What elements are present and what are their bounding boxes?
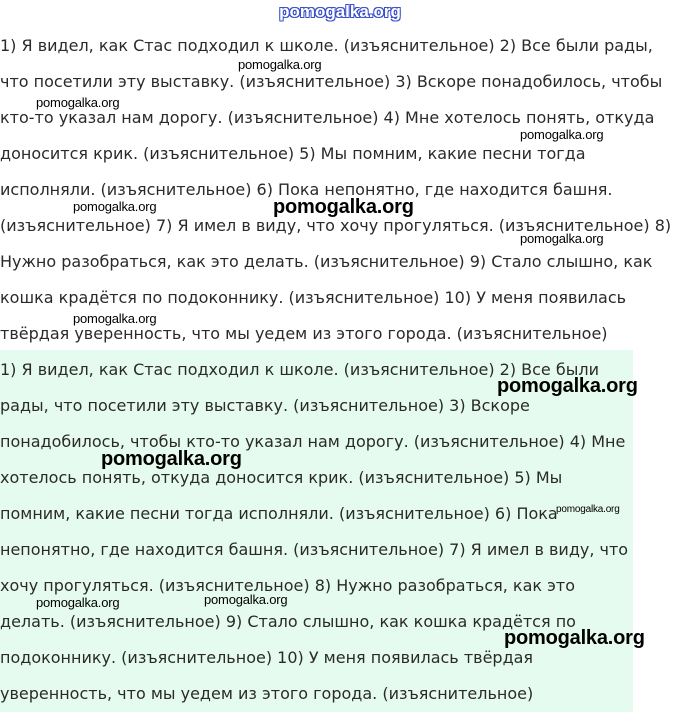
- watermark: pomogalka.org: [73, 199, 157, 214]
- watermark: pomogalka.org: [520, 231, 604, 246]
- watermark: pomogalka.org: [36, 595, 120, 610]
- watermark: pomogalka.org: [36, 95, 120, 110]
- watermark: pomogalka.org: [556, 504, 620, 515]
- watermark: pomogalka.org: [101, 448, 242, 470]
- watermark: pomogalka.org: [238, 57, 322, 72]
- watermark: pomogalka.org: [520, 127, 604, 142]
- watermark: pomogalka.org: [73, 311, 157, 326]
- watermark: pomogalka.org: [497, 375, 638, 397]
- question-text: 1) Я видел, как Стас подходил к школе. (изъяснительное) 2) Все были рады, что посетили эту выставку. (изъяснительное) 3) Вскоре понадобилось, чтобы кто-то указал нам дорогу. (изъяснительное) 4) Мне хотелось понять, откуда доносится крик. (изъяснительное) 5) Мы помним, какие песни тогда исполняли. (изъяснительное) 6) Пока непонятно, где находится башня. (изъяснительное) 7) Я имел в виду, что хочу прогуляться. (изъяснительное) 8) Нужно разобраться, как это делать. (изъяснительное) 9) Стало слышно, как кошка крадётся по подоконнику. (изъяснительное) 10) У меня появилась твёрдая уверенность, что мы уедем из этого города. (изъяснительное): [0, 36, 672, 343]
- watermark: pomogalka.org: [273, 196, 414, 218]
- header-watermark: pomogalka.org: [279, 2, 401, 21]
- watermark: pomogalka.org: [504, 627, 645, 649]
- answer-text: 1) Я видел, как Стас подходил к школе. (изъяснительное) 2) Все были рады, что посетили эту выставку. (изъяснительное) 3) Вскоре понадобилось, чтобы кто-то указал нам дорогу. (изъяснительное) 4) Мне хотелось понять, откуда доносится крик. (изъяснительное) 5) Мы помним, какие песни тогда исполняли. (изъяснительное) 6) Пока непонятно, где находится башня. (изъяснительное) 7) Я имел в виду, что хочу прогуляться. (изъяснительное) 8) Нужно разобраться, как это делать. (изъяснительное) 9) Стало слышно, как кошка крадётся по подоконнику. (изъяснительное) 10) У меня появилась твёрдая уверенность, что мы уедем из этого города. (изъяснительное): [0, 360, 629, 703]
- watermark: pomogalka.org: [204, 592, 288, 607]
